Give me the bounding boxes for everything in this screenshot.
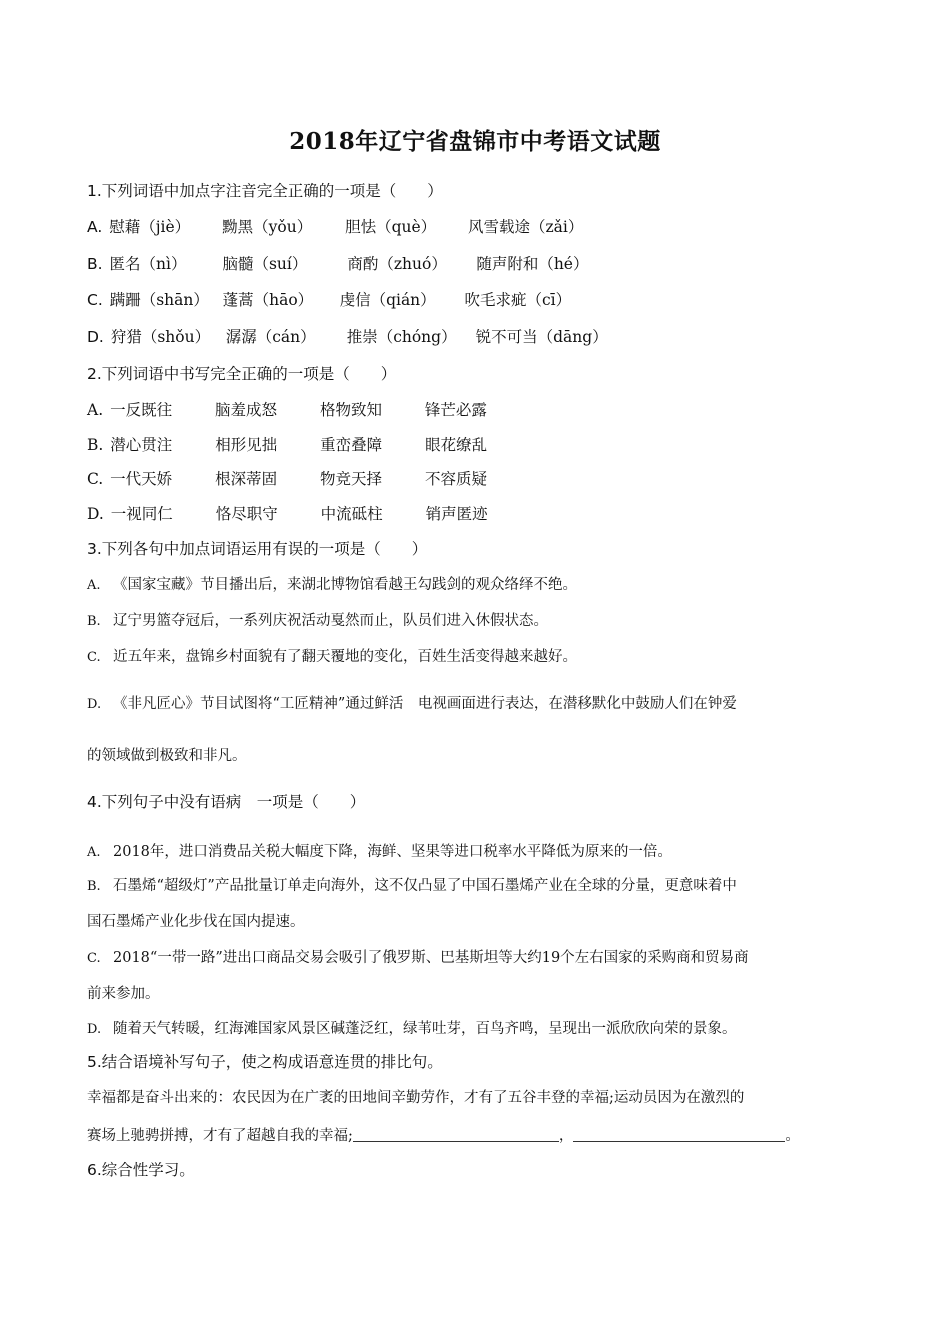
option-item: 一代天娇 (110, 470, 173, 488)
option-text: 近五年来，盘锦乡村面貌有了翻天覆地的变化，百姓生活变得越来越好。 (113, 649, 577, 665)
question-number: 6. (87, 1161, 102, 1179)
option-label: C. (87, 470, 104, 488)
q1-option-a (87, 215, 583, 237)
q1-option-c (87, 288, 571, 310)
question-text: 下列句子中没有语病 一项是（ ） (101, 793, 366, 811)
question-number: 4. (87, 793, 102, 811)
option-label: D. (87, 328, 104, 346)
option-label: C. (87, 951, 101, 966)
question-number: 5. (87, 1053, 102, 1071)
q3-option-a (87, 573, 577, 594)
option-label: D. (87, 697, 102, 712)
question-number: 2. (87, 365, 102, 383)
option-item: 格物致知 (319, 401, 382, 419)
period: 。 (785, 1128, 800, 1144)
question-text: 下列词语中书写完全正确的一项是（ ） (101, 365, 397, 383)
option-item: 潜心贯注 (110, 436, 173, 454)
question-1-stem (87, 179, 443, 201)
option-item: 根深蒂固 (215, 470, 278, 488)
option-item: 胆怯（què） (345, 218, 437, 236)
q4-option-b-continued: 国石墨烯产业化步伐在国内提速。 (87, 914, 305, 930)
option-item: 相形见拙 (215, 436, 278, 454)
page-title: 2018年辽宁省盘锦市中考语文试题 (289, 128, 661, 155)
option-label: B. (87, 879, 101, 894)
question-5-stem (87, 1050, 443, 1072)
q3-option-b (87, 609, 548, 630)
option-item: 脑髓（suí） (222, 255, 308, 273)
question-text: 结合语境补写句子，使之构成语意连贯的排比句。 (101, 1053, 443, 1071)
q4-option-c (87, 946, 749, 967)
option-item: 物竞天择 (320, 470, 383, 488)
question-2-stem (87, 362, 396, 384)
q3-option-d (87, 692, 737, 713)
option-label: C. (87, 650, 101, 665)
q4-option-a (87, 840, 672, 861)
option-label: B. (87, 436, 104, 454)
option-text: 《国家宝藏》节目播出后，来湖北博物馆看越王勾践剑的观众络绎不绝。 (113, 577, 577, 593)
option-label: D. (87, 1022, 102, 1037)
question-4-stem (87, 790, 365, 812)
q1-option-d (87, 325, 608, 347)
question-3-stem (87, 537, 427, 559)
q2-option-b (87, 433, 487, 455)
option-item: 黝黑（yǒu） (222, 218, 313, 236)
option-item: 锋芒必露 (424, 401, 487, 419)
question-text: 下列各句中加点词语运用有误的一项是（ ） (101, 540, 428, 558)
q3-option-d-continued: 的领域做到极致和非凡。 (87, 748, 247, 764)
option-label: A. (87, 401, 104, 419)
option-item: 虔信（qián） (339, 291, 436, 309)
option-item: 恪尽职守 (215, 505, 278, 523)
option-item: 蓬蒿（hāo） (222, 291, 314, 309)
option-text: 2018年，进口消费品关税大幅度下降，海鲜、坚果等进口税率水平降低为原来的一倍。 (113, 844, 672, 860)
option-text: 随着天气转暖，红海滩国家风景区碱蓬泛红，绿苇吐芽，百鸟齐鸣，呈现出一派欣欣向荣的景象。 (113, 1021, 737, 1037)
option-item: 不容质疑 (424, 470, 487, 488)
option-label: B. (87, 255, 103, 273)
option-item: 风雪载途（zǎi） (468, 218, 584, 236)
q2-option-d (87, 502, 488, 524)
q3-option-c (87, 645, 577, 666)
option-item: 推崇（chóng） (346, 328, 457, 346)
option-label: D. (87, 505, 104, 523)
passage-text: 赛场上驰骋拼搏，才有了超越自我的幸福; (87, 1128, 353, 1144)
option-text: 石墨烯“超级灯”产品批量订单走向海外，这不仅凸显了中国石墨烯产业在全球的分量，更意味着中 (113, 878, 737, 894)
q2-option-c (87, 467, 487, 489)
option-item: 锐不可当（dāng） (475, 328, 608, 346)
option-item: 随声附和（hé） (476, 255, 589, 273)
option-label: A. (87, 578, 101, 593)
question-number: 1. (87, 182, 102, 200)
option-label: B. (87, 614, 101, 629)
option-item: 匿名（nì） (109, 255, 187, 273)
option-text: 2018“一带一路”进出口商品交易会吸引了俄罗斯、巴基斯坦等大约19个左右国家的采购商和贸易商 (113, 950, 749, 966)
option-item: 中流砥柱 (320, 505, 383, 523)
option-item: 慰藉（jiè） (109, 218, 191, 236)
answer-blank-2[interactable] (573, 1127, 785, 1142)
answer-blank-1[interactable] (353, 1127, 559, 1142)
option-item: 潺潺（cán） (225, 328, 316, 346)
option-item: 眼花缭乱 (425, 436, 488, 454)
option-item: 吹毛求疵（cī） (464, 291, 572, 309)
option-text: 辽宁男篮夺冠后，一系列庆祝活动戛然而止，队员们进入休假状态。 (113, 613, 548, 629)
comma: ， (558, 1128, 574, 1144)
question-text: 下列词语中加点字注音完全正确的一项是（ ） (101, 182, 443, 200)
option-item: 一视同仁 (110, 505, 173, 523)
option-text: 《非凡匠心》节目试图将“工匠精神”通过鲜活 电视画面进行表达，在潜移默化中鼓励人们在钟爱 (113, 696, 737, 712)
option-item: 狩猎（shǒu） (110, 328, 211, 346)
question-6-stem (87, 1158, 195, 1180)
option-item: 脑羞成怒 (215, 401, 278, 419)
q4-option-b (87, 874, 737, 895)
q1-option-b (87, 252, 588, 274)
option-label: C. (87, 291, 103, 309)
option-item: 销声匿迹 (425, 505, 488, 523)
option-label: A. (87, 845, 101, 860)
option-item: 蹒跚（shān） (109, 291, 209, 309)
q5-passage-line-1: 幸福都是奋斗出来的：农民因为在广袤的田地间辛勤劳作，才有了五谷丰登的幸福;运动员因为在激烈的 (87, 1090, 745, 1106)
q4-option-c-continued: 前来参加。 (87, 986, 160, 1002)
q5-passage-line-2 (87, 1124, 800, 1145)
question-text: 综合性学习。 (101, 1161, 195, 1179)
question-number: 3. (87, 540, 102, 558)
q4-option-d (87, 1017, 737, 1038)
q2-option-a (87, 398, 487, 420)
option-item: 一反既往 (110, 401, 173, 419)
option-item: 商酌（zhuó） (347, 255, 447, 273)
option-label: A. (87, 218, 103, 236)
option-item: 重峦叠障 (320, 436, 383, 454)
